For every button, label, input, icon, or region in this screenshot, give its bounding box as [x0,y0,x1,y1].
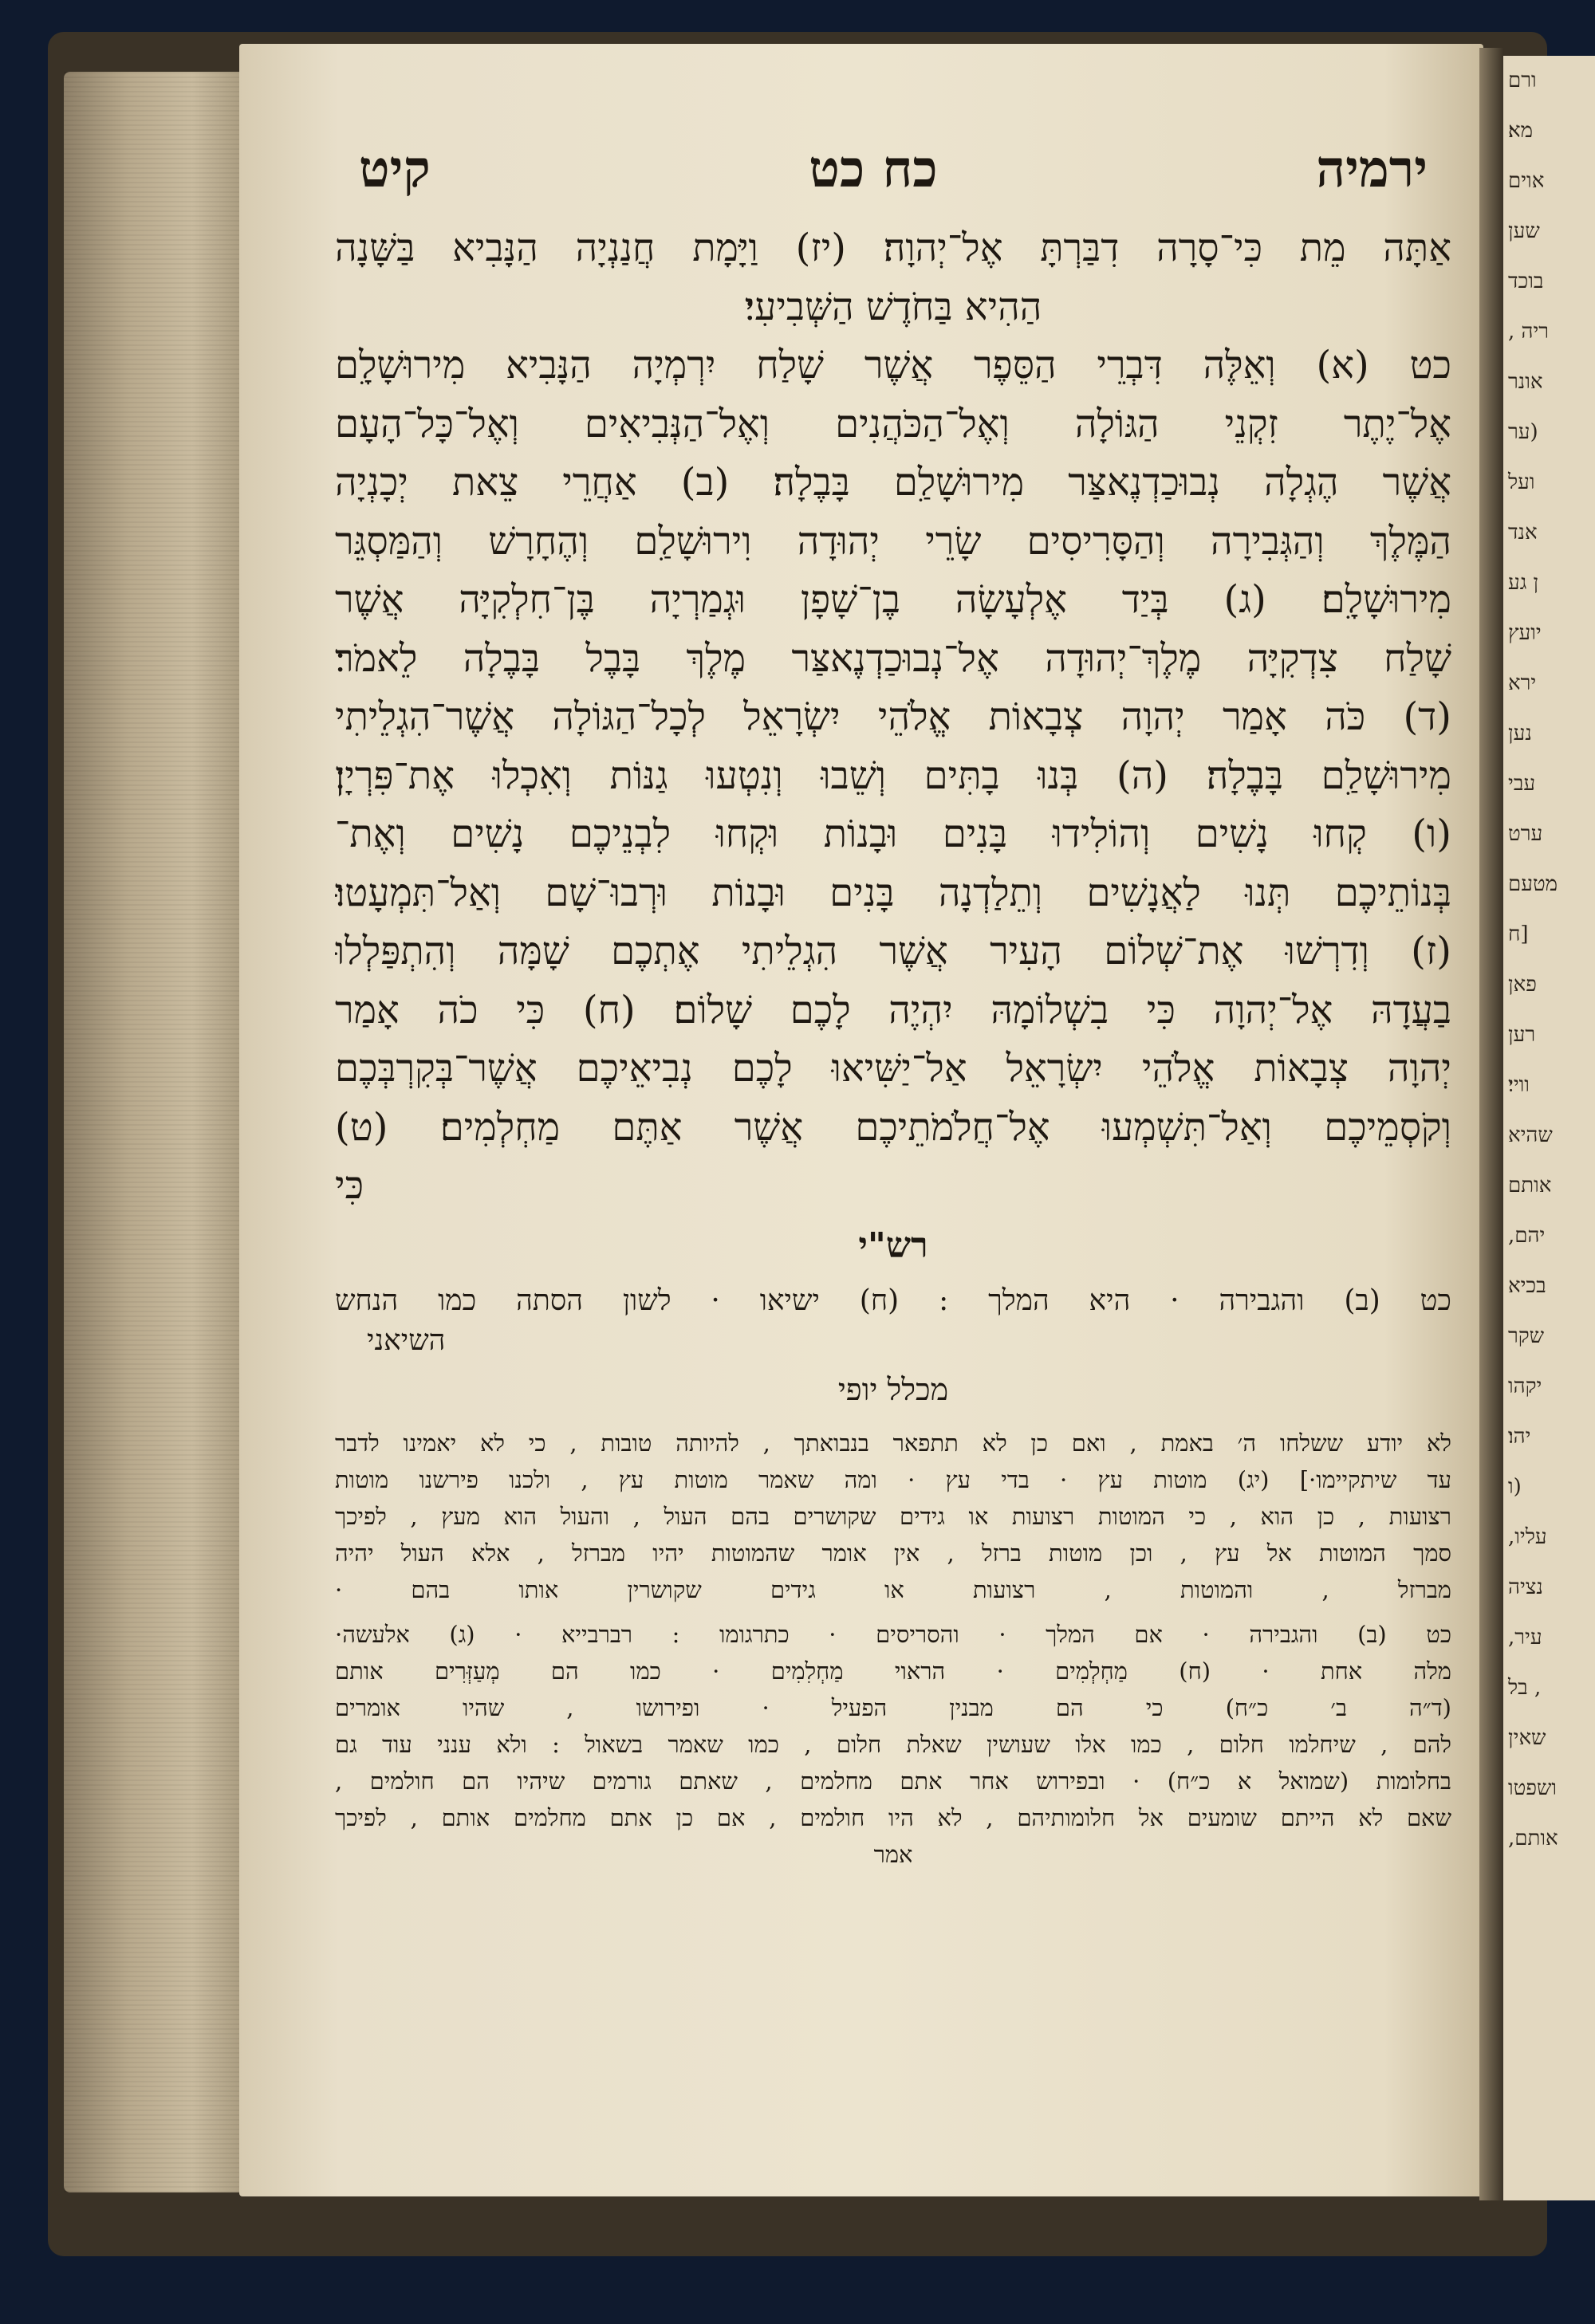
facing-page-fragment: שען [1508,219,1540,243]
text-line: וְקֹסְמֵיכֶם וְאַל־תִּשְׁמְעוּ אֶל־חֲלֹמֹתֵיכֶם אֲשֶׁר אַתֶּם מַחְלְמִים׃ (ט) [335,1104,1451,1150]
commentary-line: כט (ב) והגבירה · אם המלך · והסריסים · כתרגומו : רברבייא · (ג) אלעשה· [335,1620,1451,1648]
folio-number: קיט [359,140,431,199]
facing-page-fragment: ריה , [1508,320,1550,344]
facing-page-fragment: אותם [1508,1174,1552,1197]
facing-page-fragment: אנד [1508,521,1538,545]
text-line: (ז) וְדִרְשׁוּ אֶת־שְׁלוֹם הָעִיר אֲשֶׁר הִגְלֵיתִי אֶתְכֶם שָׁמָּה וְהִתְפַּלְלוּ [335,929,1451,973]
facing-page-fragment: , בל [1508,1676,1542,1700]
main-biblical-text [335,219,1451,1216]
facing-page-fragment: עבי [1508,772,1536,796]
text-line: אֲשֶׁר הֶגְלָה נְבוּכַדְנֶאצַּר מִירוּשָׁלִַם בָּבֶלָה׃ (ב) אַחֲרֵי צֵאת יְכָנְיָה [335,460,1451,505]
chapter-numbers: כח כט [809,140,938,199]
facing-page-fragment: ושפטו [1508,1776,1558,1800]
facing-page-fragment: מטעם [1508,872,1558,896]
text-line: בַעֲדָהּ אֶל־יְהוָה כִּי בִשְׁלוֹמָהּ יִהְיֶה לָכֶם שָׁלוֹם׃ (ח) כִּי כֹה אָמַר [335,987,1451,1032]
facing-page-fragment: אותם, [1508,1827,1558,1850]
facing-page-fragment: וויי׃ [1508,1073,1530,1097]
facing-page-fragment: יהו׃ [1508,1425,1531,1449]
commentary-line: להם , שיחלמו חלום , כמו אלו שעושין שאלת חלום , כמו שאמר בשאול : ולא ענני עוד גם [335,1730,1451,1758]
text-line: אַתָּה מֵת כִּי־סָרָה דִבַּרְתָּ אֶל־יְהוָה׃ (יז) וַיָּמָת חֲנַנְיָה הַנָּבִיא בַּשָּׁנָה [335,226,1451,270]
facing-page-fragment: עליו, [1508,1525,1547,1549]
commentary-line: לא יודע ששלחו ה׳ באמת , ואם כן לא תתפאר בנבואתך , להיותה טובות , כי לא יאמינו לדבר [335,1429,1451,1457]
facing-page-fragment: בוכד [1508,269,1544,293]
facing-page-fragment: ועל [1508,470,1535,494]
text-line: (ו) קְחוּ נָשִׁים וְהוֹלִידוּ בָּנִים וּבָנוֹת וּקְחוּ לִבְנֵיכֶם נָשִׁים וְאֶת־ [335,812,1451,856]
text-line: מִירוּשָׁלִָם׃ (ג) בְּיַד אֶלְעָשָׂה בֶן־שָׁפָן וּגְמַרְיָה בֶּן־חִלְקִיָּה אֲשֶׁר [335,577,1451,622]
facing-page-fragment: פאן [1508,973,1537,997]
commentary-line: עד שיתקיימו·] (יג) מוטות עץ · בדי עץ · ומה שאמר מוטות עץ , ולכנו פירשנו מוטות [335,1465,1451,1493]
facing-page-fragment: מא׃ [1508,119,1534,143]
commentary-line: בחלומות (שמואל א כ״ח) · ובפירוש אחר אתם מחלמים , שאתם גורמים שיהיו הם חולמים , [335,1767,1451,1795]
rashi-commentary [335,1281,1451,1361]
text-line: יְהוָה צְבָאוֹת אֱלֹהֵי יִשְׂרָאֵל אַל־יַשִּׁיאוּ לָכֶם נְבִיאֵיכֶם אֲשֶׁר־בְּקִרְבְּכֶם [335,1046,1451,1091]
facing-page-fragment: יקהו [1508,1374,1542,1398]
catchword: כִּי [335,1163,364,1208]
book-gutter [1479,48,1503,2200]
facing-page-fragment: בכיא [1508,1274,1546,1298]
facing-page-fragment: שהיא [1508,1123,1553,1147]
facing-page-fragment: יועץ [1508,621,1542,645]
facing-page-fragment: שקר [1508,1324,1545,1348]
text-line: שָׁלַח צִדְקִיָּה מֶלֶךְ־יְהוּדָה אֶל־נְבוּכַדְנֶאצַּר מֶלֶךְ בָּבֶל בָּבֶלָה לֵאמֹר׃ [335,635,1451,681]
facing-page-fragment: יהם, [1508,1224,1546,1248]
facing-page-fragment: רען [1508,1023,1536,1047]
facing-page-fragment: עיר, [1508,1626,1542,1650]
facing-page-fragment: ורם [1508,69,1537,92]
facing-page-fragment: ירא [1508,671,1537,695]
text-line: הַמֶּלֶךְ וְהַגְּבִירָה וְהַסָּרִיסִים שָׂרֵי יְהוּדָה וִירוּשָׁלִַם וְהֶחָרָשׁ וְהַמַּסְגֵּר [335,518,1451,564]
facing-page-fragment: ערט [1508,822,1543,846]
commentary-line: רצועות , כן הוא , כי המוטות רצועות או גידים שקושרים בהם העול , והעול הוא מעץ , לפיכך [335,1502,1451,1530]
facing-page-fragment: שאין [1508,1726,1546,1750]
text-line: הַהִיא בַּחֹדֶשׁ הַשְּׁבִיעִי׃ [744,284,1042,329]
text-line: מִירוּשָׁלִַם בָּבֶלָה׃ (ה) בְּנוּ בָתִּים וְשֵׁבוּ וְנִטְעוּ גַנּוֹת וְאִכְלוּ אֶת־פִּרְיָן׃ [335,753,1451,798]
commentary-line: מלה אחת · (ח) מַחְלְמִים · הראוי מַחְלִמִים · כמו הם מְעַזְּרִים אותם [335,1657,1451,1685]
text-line: כט (א) וְאֵלֶּה דִּבְרֵי הַסֵּפֶר אֲשֶׁר שָׁלַח יִרְמְיָה הַנָּבִיא מִירוּשָׁלִָם [335,343,1451,387]
commentary-line: סמך המוטות אל עץ , וכן מוטות ברזל , אין אומר שהמוטות יהיו מברזל , אלא העול יהיה [335,1539,1451,1567]
commentary-line: כט (ב) והגבירה · היא המלך : (ח) ישיאו · לשון הסתה כמו הנחש [335,1284,1451,1317]
book-title: ירמיה [1316,140,1428,199]
facing-page-fragment: אונר [1508,370,1543,394]
rashi-heading: רש"י [858,1225,928,1266]
text-line: (ד) כֹּה אָמַר יְהוָה צְבָאוֹת אֱלֹהֵי יִשְׂרָאֵל לְכָל־הַגּוֹלָה אֲשֶׁר־הִגְלֵיתִי [335,694,1451,739]
text-line: בְּנוֹתֵיכֶם תְּנוּ לַאֲנָשִׁים וְתֵלַדְנָה בָּנִים וּבָנוֹת וּרְבוּ־שָׁם וְאַל־תִּמְעָטוּ׃ [335,870,1451,915]
commentary-line: (ד״ה ב׳ כ״ח) כי הם מבנין הפעיל · ופירושו , שהיו אומרים [335,1693,1451,1721]
page-content [335,140,1451,1873]
facing-page-fragment: נען [1508,722,1532,745]
facing-page-fragment: [ח [1508,922,1529,946]
facing-page-fragment: ן גע [1508,571,1539,595]
running-head [335,140,1451,219]
facing-page-fragment: נציה [1508,1575,1543,1599]
facing-page-fragment: (ער [1508,420,1538,444]
mikhlal-yofi-heading: מכלל יופי [837,1371,949,1407]
facing-page-fragment: (ו [1508,1475,1522,1499]
page-edge [64,72,247,2192]
facing-page [1503,56,1595,2200]
commentary-line: השיאני [367,1323,446,1357]
commentary-line: שאם לא הייתם שומעים אל חלומותיהם , לא היו חולמים , אם כן אתם מחלמים אותם , לפיכך [335,1803,1451,1831]
text-line: אֶל־יֶתֶר זִקְנֵי הַגּוֹלָה וְאֶל־הַכֹּהֲנִים וְאֶל־הַנְּבִיאִים וְאֶל־כָּל־הָעָם [335,401,1451,446]
commentary-line: מברזל , והמוטות , רצועות או גידים שקושרין אותו בהם · [335,1575,1451,1603]
facing-page-fragment: אוים [1508,169,1545,193]
mikhlal-yofi-commentary [335,1425,1451,1873]
catchword: אמר [873,1840,913,1868]
